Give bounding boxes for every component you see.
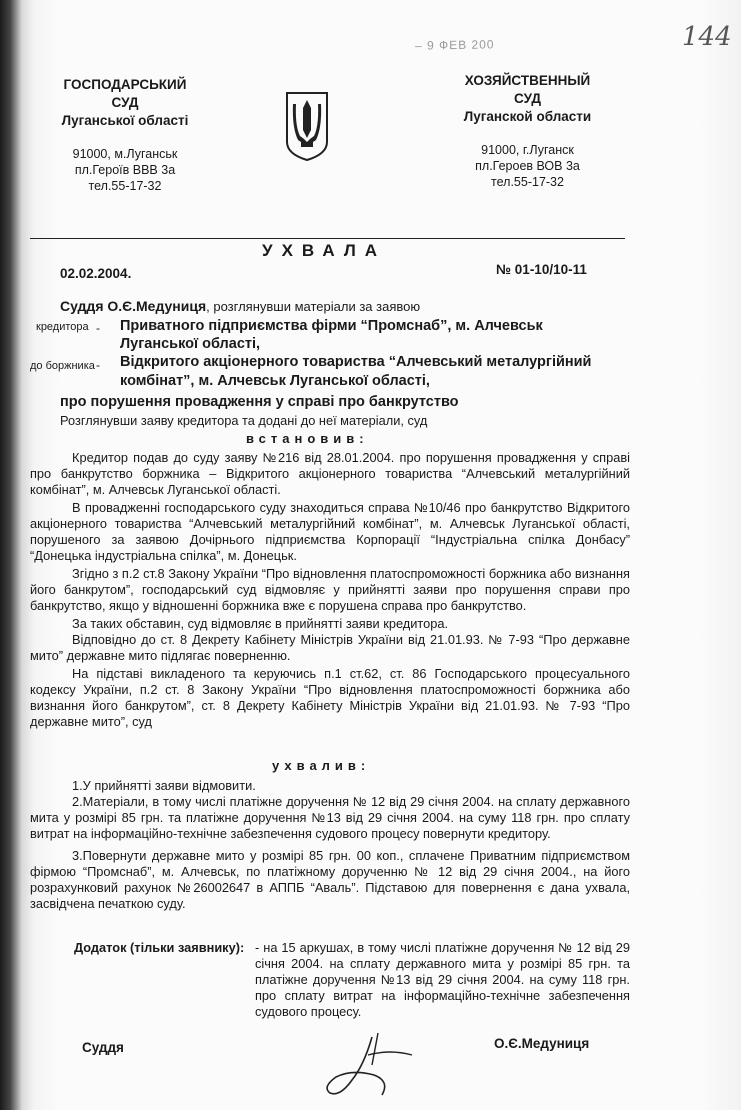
debtor-name-line1: Відкритого акціонерного товариства “Алчевський металургійний [120,354,592,370]
creditor-dash: - [96,321,100,335]
court-name-line3: Луганської області [61,113,189,128]
established-para: В провадженні господарського суду знаходиться справа №10/46 про банкрутство Відкритого акціонерного товариства “Алчевський металургійний комбінат”, м. Алчевськ Луганської області, порушеного за заявою Дочірнього підприємства Корпорації “Індустріальна спілка Донбасу” “Донецька індустріальна спілка”, м. Донецьк. [30,500,630,563]
subject-line: про порушення провадження у справі про банкрутство [60,394,459,410]
court-name-line1: ГОСПОДАРСЬКИЙ [63,77,187,92]
established-para: Згідно з п.2 ст.8 Закону України “Про відновлення платоспроможності боржника або визнання його банкрутом”, господарський суд відмовляє у прийнятті заяви про порушення справи про банкрутство, якщо у відношенні боржника вже є порушена справа про банкрутство. [30,566,630,613]
court-header-left [40,76,210,194]
judge-name: Суддя О.Є.Медуниця [60,298,207,314]
debtor-label: до боржника [30,360,95,372]
handwritten-signature [312,1025,432,1110]
attachment-text: - на 15 аркушах, в тому числі платіжне доручення № 12 від 29 січня 2004. на сплату державного мита у розмірі 85 грн. та платіжне доручення №13 від 29 січня 2004. на суму 118 грн. про сплату витрат на інформаційно-технічне забезпечення судового процесу. [255,940,630,1019]
court-name-ru-line2: СУД [514,91,541,106]
resolved-section [30,778,630,912]
resolved-item: 2.Матеріали, в тому числі платіжне доручення № 12 від 29 січня 2004. на сплату державного мита у розмірі 85 грн. та платіжне доручення №13 від 29 січня 2004. на суму 118 грн. про сплату витрат на інформаційно-технічне забезпечення судового процесу повернути кредитору. [30,794,630,841]
established-para: Відповідно до ст. 8 Декрету Кабінету Міністрів України від 21.01.93. № 7-93 “Про державне мито” державне мито підлягає поверненню. [30,632,630,663]
document-title: УХВАЛА [262,241,387,260]
signature-name: О.Є.Медуниця [494,1036,590,1051]
debtor-dash: - [96,358,100,372]
resolved-item: 1.У прийнятті заяви відмовити. [72,778,256,793]
established-section [30,450,630,730]
established-para: На підставі викладеного та керуючись п.1 ст.62, ст. 86 Господарського процесуального кодексу України, п.2 ст. 8 Закону України “Про відновлення платоспроможності боржника або визнання його банкрутом”, ст. 8 Декрету Кабінету Міністрів України від 21.01.93. № 7-93 “Про державне мито”, суд [30,666,630,729]
court-phone-ru: тел.55-17-32 [491,175,564,189]
court-name-ru-line3: Луганской области [463,109,592,124]
page-number-handwritten: 144 [682,22,732,52]
debtor-name-line2: комбінат”, м. Алчевськ Луганської області, [120,373,430,389]
case-number: № 01-10/10-11 [496,262,587,277]
court-address-line2: пл.Героїв ВВВ 3а [74,163,176,177]
judge-intro [60,298,420,314]
document-date: 02.02.2004. [60,266,132,281]
header-divider [30,238,625,239]
attachment-label: Додаток (тільки заявнику): [74,940,245,955]
court-phone: тел.55-17-32 [88,179,162,193]
court-address-ru-line1: 91000, г.Луганск [481,143,574,157]
judge-intro-rest: , розглянувши матеріали за заявою [206,299,421,314]
reviewed-line: Розглянувши заяву кредитора та додані до неї матеріали, суд [60,413,428,428]
court-name-line2: СУД [111,95,139,110]
resolved-item: 3.Повернути державне мито у розмірі 85 грн. 00 коп., сплачене Приватним підприємством фірмою “Промснаб”, м. Алчевськ, по платіжному дорученню № 12 від 29 січня 2004., на його розрахунковий рахунок №26002647 в АППБ “Аваль”. Підставою для повернення є дана ухвала, засвідчена печаткою суду. [30,848,630,911]
signature-role: Суддя [82,1040,124,1055]
received-date-stamp: – 9 ФЕВ 200 [414,37,495,53]
heading-established: встановив: [246,431,369,446]
established-para: За таких обставин, суд відмовляє в прийнятті заяви кредитора. [72,616,449,631]
court-address-line1: 91000, м.Луганськ [72,147,178,161]
creditor-label: кредитора [36,321,89,333]
established-para: Кредитор подав до суду заяву №216 від 28.01.2004. про порушення провадження у справі про банкрутство боржника – Відкритого акціонерного товариства “Алчевський металургійний комбінат”, м. Алчевськ Луганської області. [30,450,630,497]
creditor-name-line1: Приватного підприємства фірми “Промснаб”, м. Алчевськ [120,318,543,334]
court-header-right [445,72,610,190]
trident-emblem-icon [284,90,330,167]
court-name-ru-line1: ХОЗЯЙСТВЕННЫЙ [464,73,591,88]
creditor-name-line2: Луганської області, [120,336,261,352]
court-address-ru-line2: пл.Героев ВОВ 3а [475,159,580,173]
heading-resolved: ухвалив: [272,758,371,773]
